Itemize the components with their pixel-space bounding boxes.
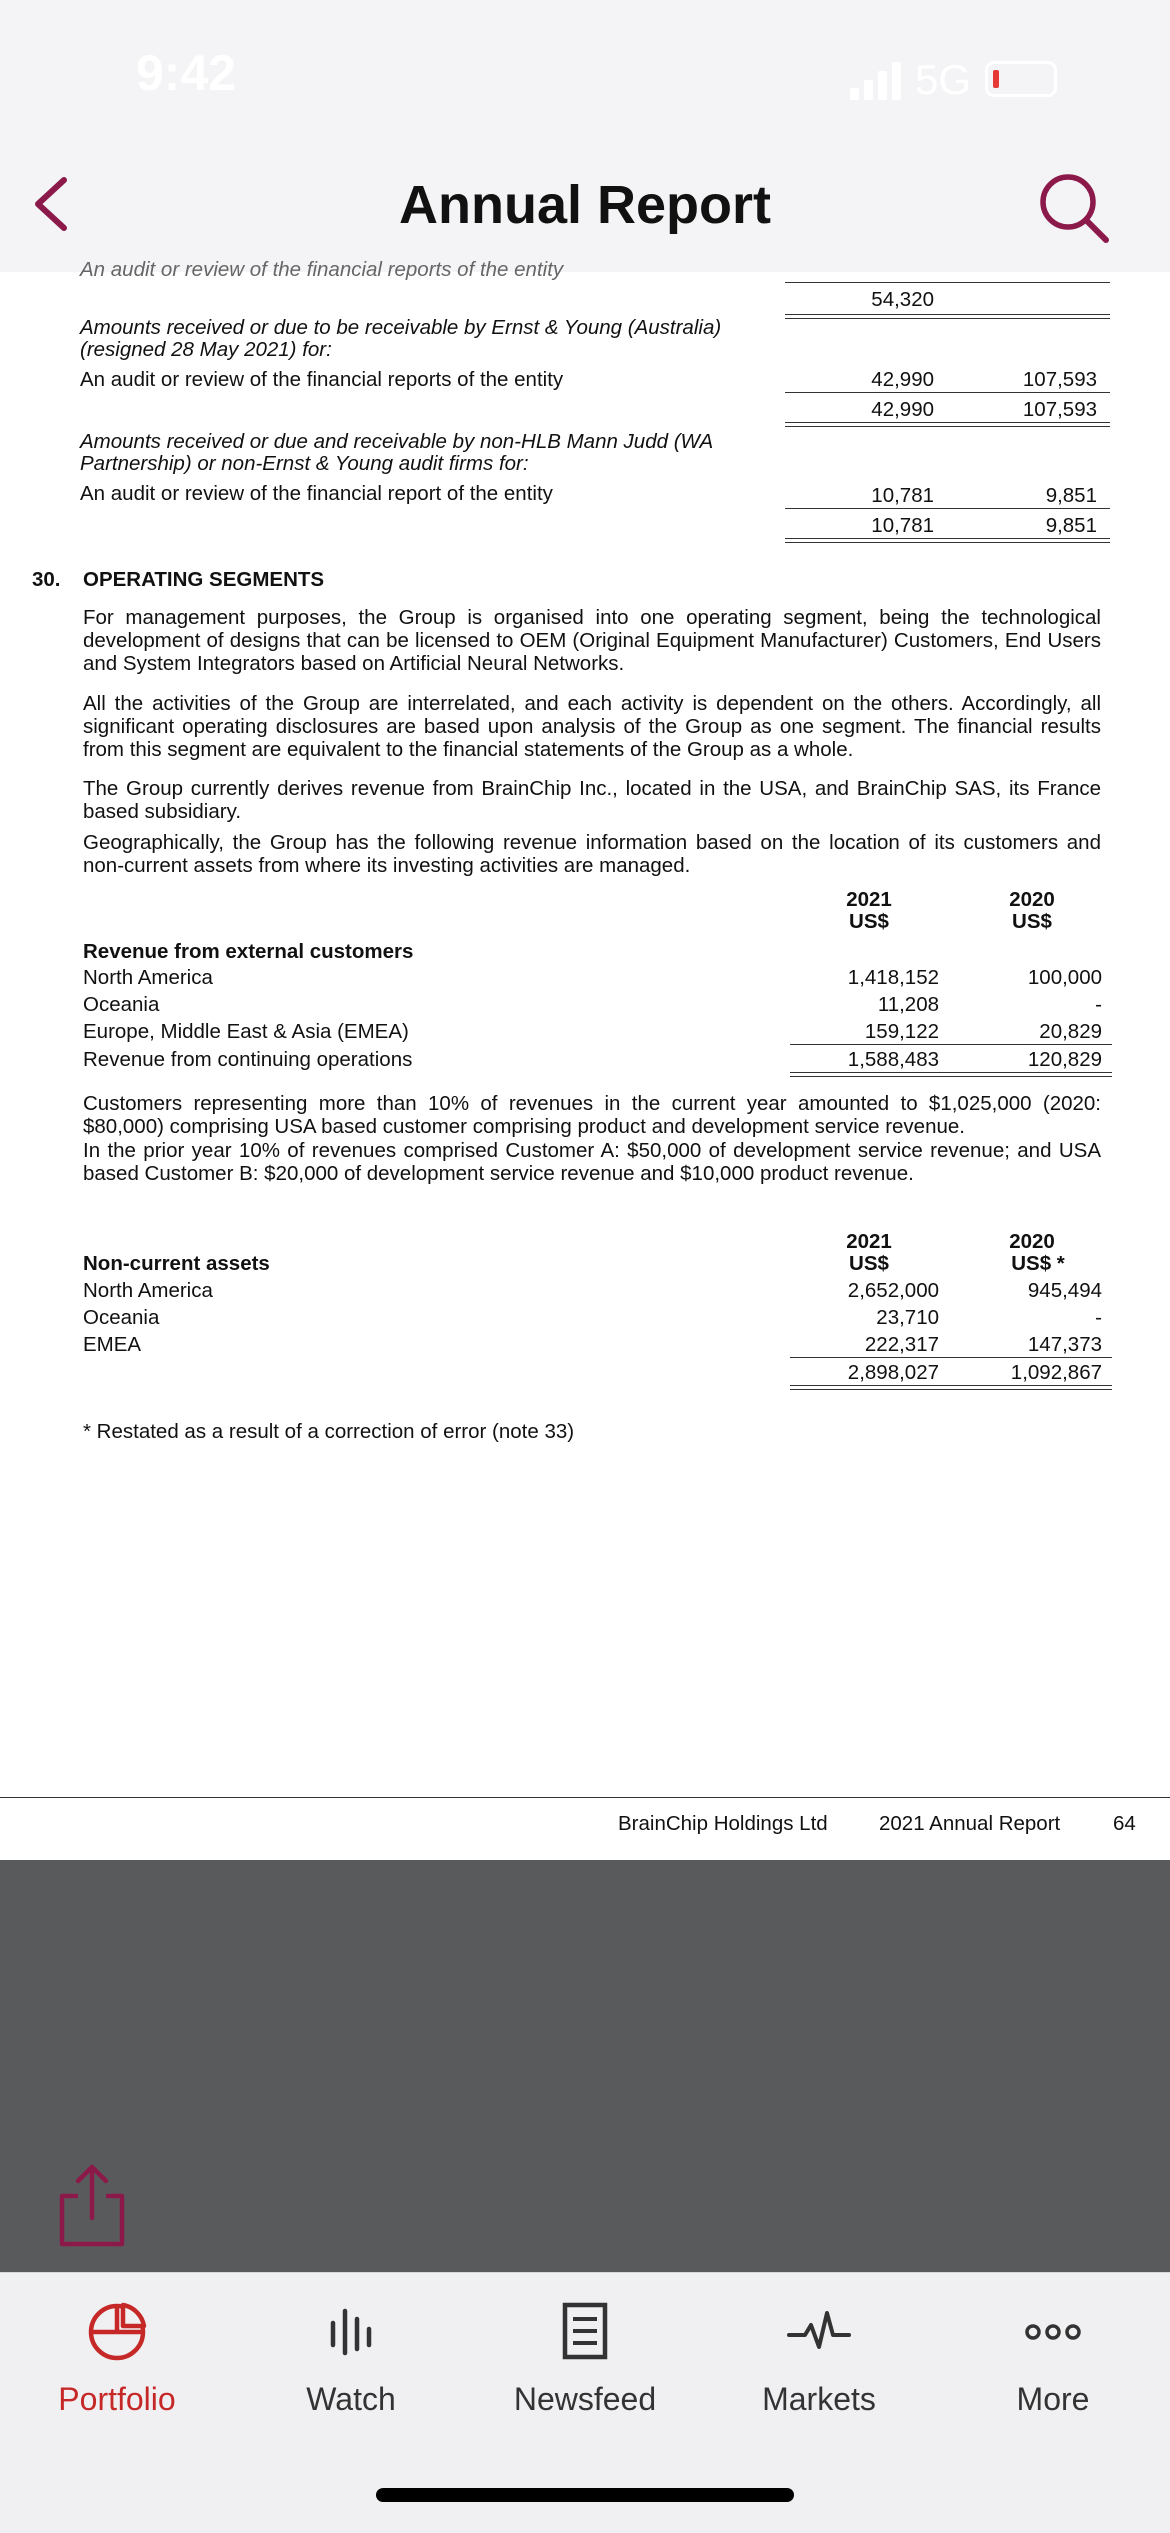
tab-portfolio[interactable]: [0, 2273, 234, 2453]
revenue-row-2020: -: [1095, 993, 1102, 1016]
col-unit-2020: US$: [1012, 910, 1052, 933]
assets-row-2021: 222,317: [864, 1333, 939, 1356]
table-rule: [790, 1044, 1112, 1045]
assets-total-2020: 1,092,867: [1010, 1361, 1102, 1384]
status-time: 9:42: [136, 45, 237, 101]
battery-icon: [985, 61, 1057, 97]
revenue-row-label: Oceania: [83, 993, 160, 1016]
revenue-row-label: Europe, Middle East & Asia (EMEA): [83, 1020, 409, 1043]
table-rule: [785, 282, 1110, 283]
paragraph: In the prior year 10% of revenues comprised Customer A: $50,000 of development service revenue; and USA based Customer B: $20,000 of development service revenue and $10,000 product revenue.: [83, 1139, 1101, 1185]
footer-company: BrainChip Holdings Ltd: [618, 1812, 828, 1835]
footer-report: 2021 Annual Report: [879, 1812, 1061, 1835]
network-type: 5G: [915, 56, 972, 103]
tab-label: More: [1016, 2381, 1090, 2417]
tab-label: Newsfeed: [513, 2381, 657, 2417]
ey-2021-value: 42,990: [871, 368, 934, 391]
footer-rule: [0, 1797, 1170, 1798]
table-rule: [790, 1072, 1112, 1077]
revenue-row-label: North America: [83, 966, 213, 989]
cut-off-text: An audit or review of the financial reports of the entity: [80, 258, 564, 281]
section-number: 30.: [32, 568, 61, 591]
status-bar: [0, 0, 1170, 150]
assets-row-2020: 147,373: [1027, 1333, 1102, 1356]
ey-total-2021: 42,990: [871, 398, 934, 421]
col-header-2021: 2021: [846, 1230, 892, 1253]
tab-label: Markets: [762, 2381, 876, 2417]
revenue-total-label: Revenue from continuing operations: [83, 1048, 413, 1071]
search-icon: [1032, 166, 1116, 250]
tab-watch[interactable]: [234, 2273, 468, 2453]
col-unit-2020: US$ *: [1011, 1252, 1065, 1275]
nonhlb-total-2021: 10,781: [871, 514, 934, 537]
col-header-2020: 2020: [1009, 888, 1055, 911]
revenue-row-2021: 159,122: [864, 1020, 939, 1043]
revenue-row-2021: 11,208: [877, 993, 939, 1016]
col-header-2020: 2020: [1009, 1230, 1055, 1253]
tab-more[interactable]: [936, 2273, 1170, 2453]
page-title: Annual Report: [399, 175, 771, 235]
tab-label: Watch: [306, 2381, 396, 2417]
revenue-total-2020: 120,829: [1027, 1048, 1102, 1071]
col-unit-2021: US$: [849, 1252, 889, 1275]
nonhlb-2021-value: 10,781: [871, 484, 934, 507]
table-rule: [785, 392, 1110, 393]
paragraph: The Group currently derives revenue from BrainChip Inc., located in the USA, and BrainChip SAS, its France based subsidiary.: [83, 777, 1101, 823]
search-button[interactable]: [1032, 166, 1116, 250]
table-rule: [785, 508, 1110, 509]
more-dots-icon: [1013, 2295, 1093, 2365]
table-rule: [785, 538, 1110, 543]
footer-page-number: 64: [1113, 1812, 1136, 1835]
assets-total-2021: 2,898,027: [847, 1361, 939, 1384]
ey-2020-value: 107,593: [1022, 368, 1097, 391]
tab-label: Portfolio: [58, 2381, 176, 2417]
tab-markets[interactable]: [702, 2273, 936, 2453]
col-unit-2021: US$: [849, 910, 889, 933]
paragraph: For management purposes, the Group is organised into one operating segment, being the technological development of designs that can be licensed to OEM (Original Equipment Manufacturer) Customers, End Users and System Integrators based on Artificial Neural Networks.: [83, 606, 1101, 675]
table-rule: [785, 422, 1110, 427]
nonhlb-total-2020: 9,851: [1045, 514, 1097, 537]
assets-row-2020: 945,494: [1027, 1279, 1102, 1302]
paragraph: Geographically, the Group has the following revenue information based on the location of its customers and non-current assets from where its investing activities are managed.: [83, 831, 1101, 877]
nonhlb-2020-value: 9,851: [1045, 484, 1097, 507]
assets-row-2020: -: [1095, 1306, 1102, 1329]
assets-row-label: EMEA: [83, 1333, 142, 1356]
assets-row-2021: 2,652,000: [847, 1279, 939, 1302]
pie-chart-icon: [77, 2295, 157, 2365]
assets-row-2021: 23,710: [876, 1306, 939, 1329]
cut-off-amount: 54,320: [871, 288, 934, 311]
assets-row-label: North America: [83, 1279, 213, 1302]
paragraph: All the activities of the Group are interrelated, and each activity is dependent on the others. Accordingly, all significant operating disclosures are based upon analysis of the Group as one segment. The financial results from this segment are equivalent to the financial statements of the Group as a whole.: [83, 692, 1101, 761]
share-icon: [52, 2160, 132, 2250]
ey-total-2020: 107,593: [1022, 398, 1097, 421]
section-title: OPERATING SEGMENTS: [83, 568, 325, 591]
nonhlb-audit-label: An audit or review of the financial report of the entity: [80, 482, 553, 505]
newsfeed-icon: [545, 2295, 625, 2365]
table-rule: [785, 314, 1110, 319]
assets-row-label: Oceania: [83, 1306, 160, 1329]
revenue-row-2021: 1,418,152: [847, 966, 939, 989]
ey-label-line1: Amounts received or due to be receivable by Ernst & Young (Australia): [80, 316, 722, 339]
nav-header: [0, 150, 1170, 273]
pulse-line-icon: [779, 2295, 859, 2365]
footnote: * Restated as a result of a correction of error (note 33): [83, 1420, 575, 1443]
col-header-2021: 2021: [846, 888, 892, 911]
status-indicators: [850, 54, 1057, 103]
pdf-page[interactable]: [0, 258, 1170, 1860]
nonhlb-label-line1: Amounts received or due and receivable by non-HLB Mann Judd (WA: [80, 430, 714, 453]
revenue-total-2021: 1,588,483: [847, 1048, 939, 1071]
ey-label-line2: (resigned 28 May 2021) for:: [80, 338, 332, 361]
viewer-background: [0, 1860, 1170, 2272]
signal-icon: [850, 60, 901, 100]
ey-audit-label: An audit or review of the financial reports of the entity: [80, 368, 564, 391]
share-button[interactable]: [52, 2160, 132, 2250]
revenue-row-2020: 20,829: [1039, 1020, 1102, 1043]
nonhlb-label-line2: Partnership) or non-Ernst & Young audit firms for:: [80, 452, 529, 475]
revenue-heading: Revenue from external customers: [83, 940, 414, 963]
paragraph: Customers representing more than 10% of revenues in the current year amounted to $1,025,000 (2020: $80,000) comprising USA based customer comprising product and development service revenue.: [83, 1092, 1101, 1138]
table-rule: [790, 1357, 1112, 1358]
watch-bars-icon: [311, 2295, 391, 2365]
revenue-row-2020: 100,000: [1027, 966, 1102, 989]
table-rule: [790, 1385, 1112, 1390]
assets-heading: Non-current assets: [83, 1252, 270, 1275]
home-indicator[interactable]: [376, 2488, 794, 2502]
tab-newsfeed[interactable]: [468, 2273, 702, 2453]
